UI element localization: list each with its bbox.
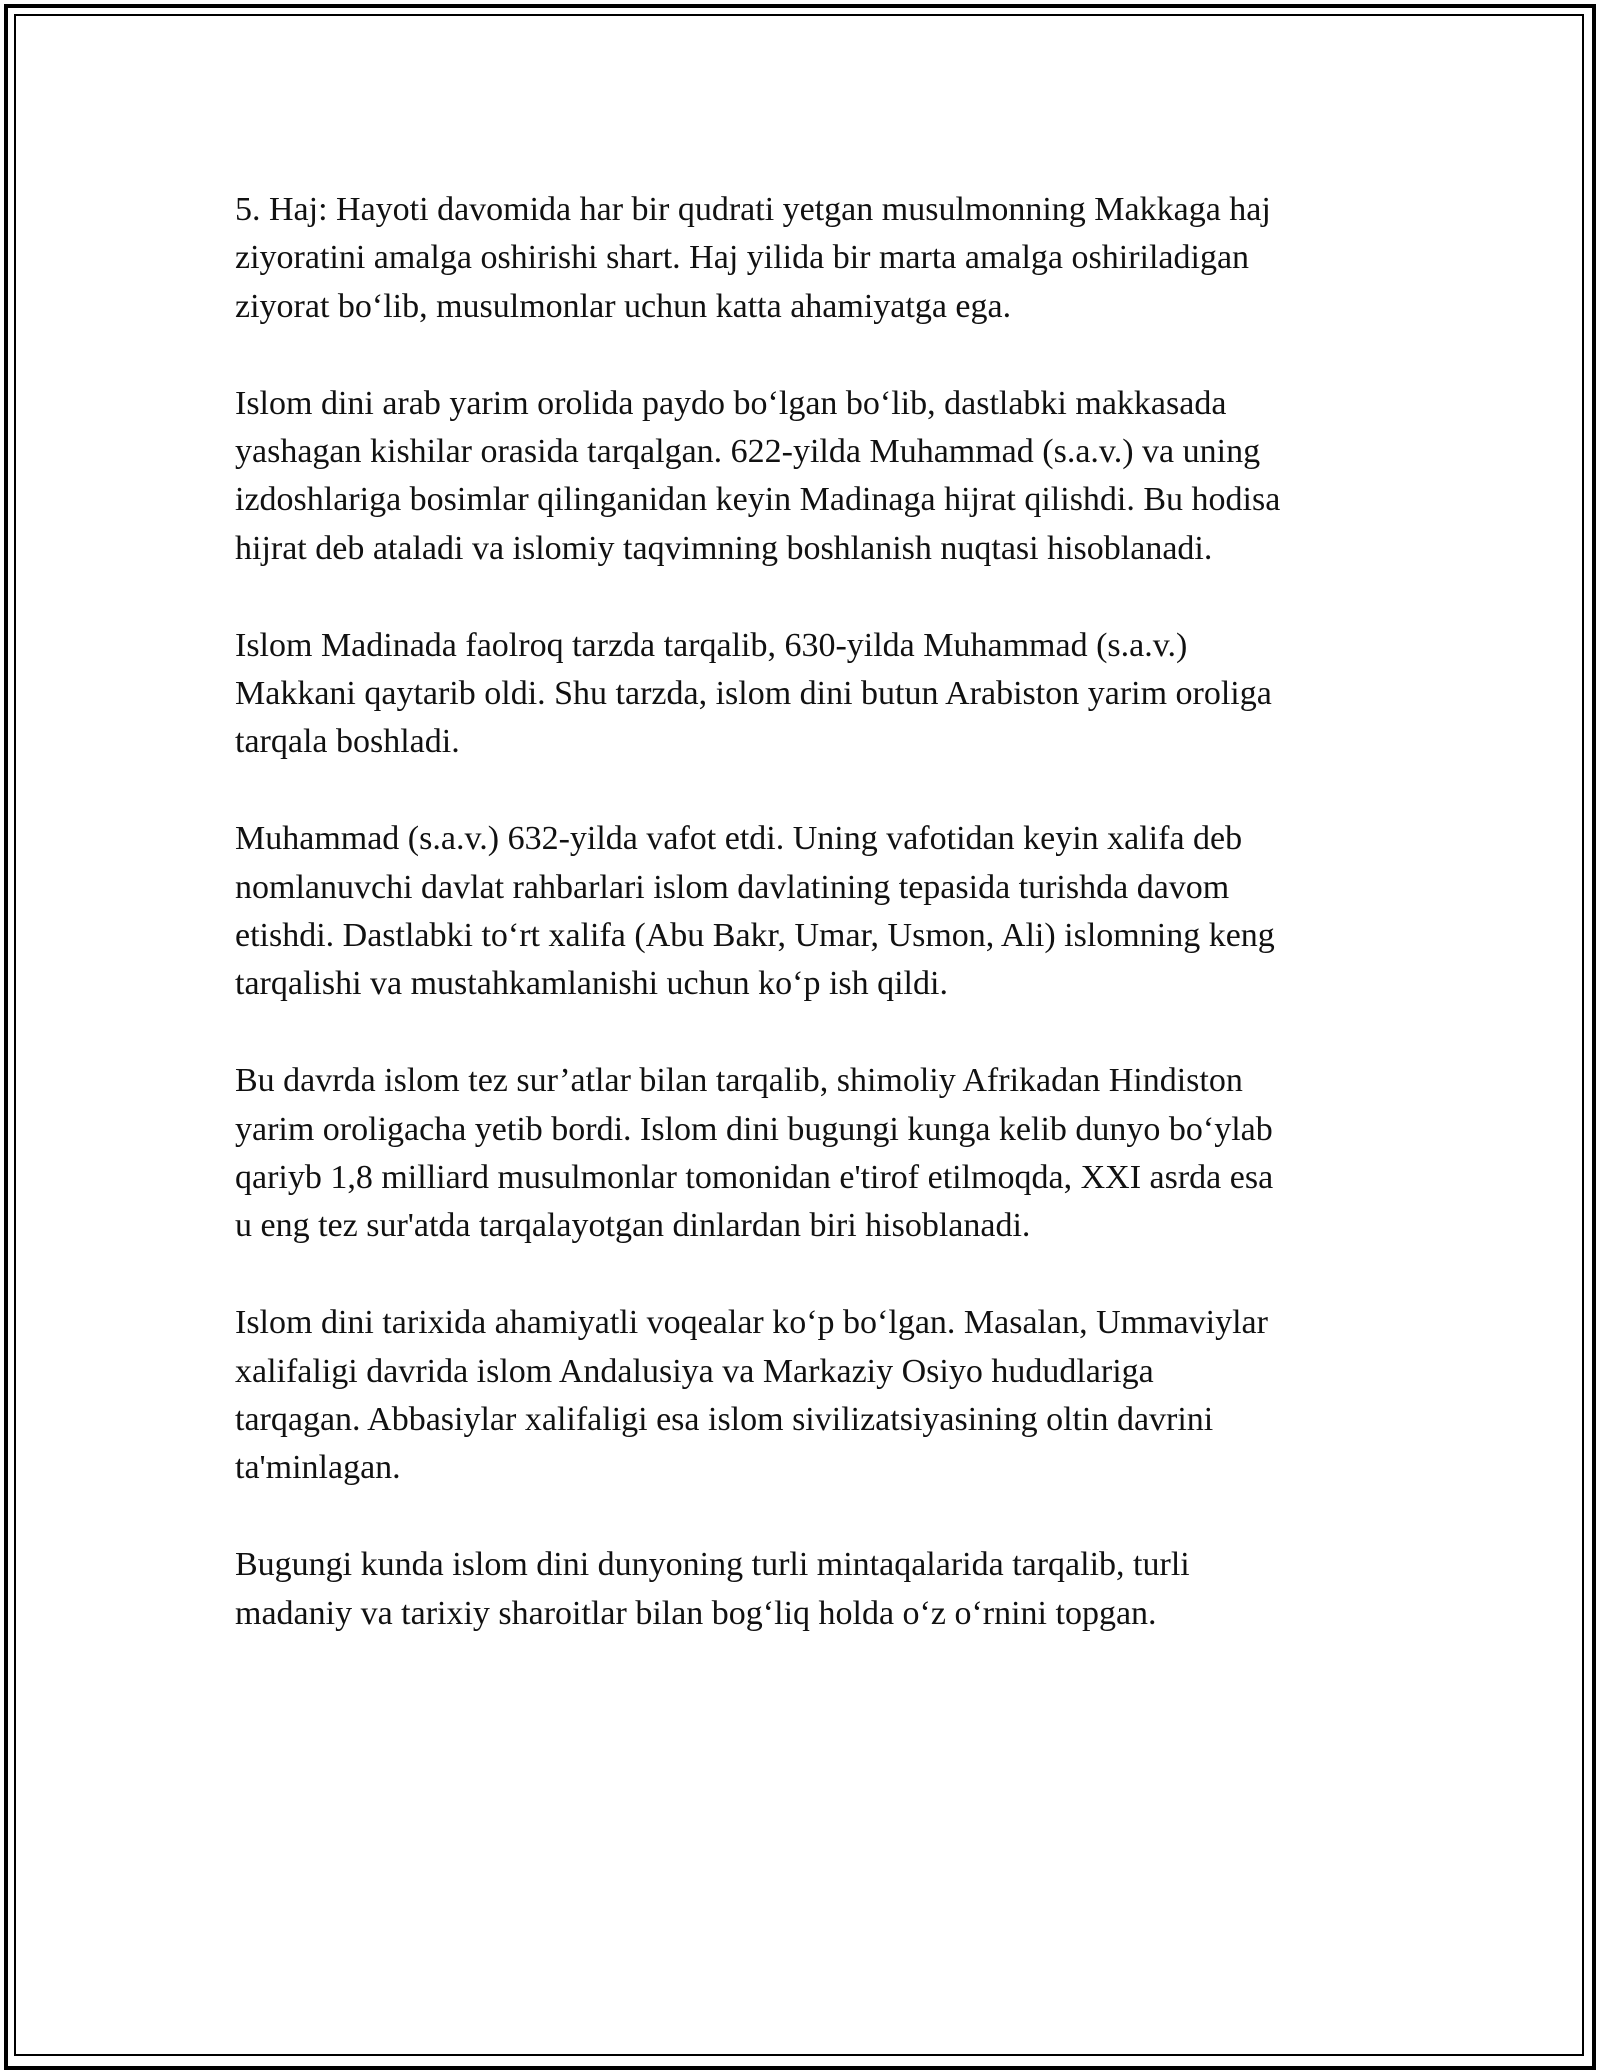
text-line: Muhammad (s.a.v.) 632-yilda vafot etdi. Uning vafotidan keyin xalifa deb: [235, 820, 1243, 858]
text-line: nomlanuvchi davlat rahbarlari islom davlatining tepasida turishda davom: [235, 868, 1230, 906]
text-line: u eng tez sur'atda tarqalayotgan dinlardan biri hisoblanadi.: [235, 1207, 1031, 1245]
text-line: 5. Haj: Hayoti davomida har bir qudrati yetgan musulmonning Makkaga haj: [235, 191, 1271, 228]
text-line: madaniy va tarixiy sharoitlar bilan bog‘liq holda o‘z o‘rnini topgan.: [235, 1594, 1157, 1632]
text-line: ta'minlagan.: [235, 1449, 401, 1487]
text-line: hijrat deb ataladi va islomiy taqvimning boshlanish nuqtasi hisoblanadi.: [235, 529, 1213, 567]
paragraph-origin: [235, 380, 1385, 574]
text-line: ziyoratini amalga oshirishi shart. Haj yilida bir marta amalga oshiriladigan: [235, 239, 1250, 277]
paragraph-history: [235, 1299, 1385, 1493]
paragraph-today: [235, 1541, 1385, 1638]
text-line: etishdi. Dastlabki to‘rt xalifa (Abu Bakr, Umar, Usmon, Ali) islomning keng: [235, 917, 1275, 955]
paragraph-hajj: [235, 186, 1385, 331]
document-body: [235, 186, 1385, 1686]
paragraph-spread: [235, 1057, 1385, 1251]
paragraph-medina: [235, 622, 1385, 767]
text-line: Islom dini arab yarim orolida paydo bo‘lgan bo‘lib, dastlabki makkasada: [235, 384, 1227, 422]
paragraph-caliphs: [235, 815, 1385, 1009]
text-line: izdoshlariga bosimlar qilinganidan keyin Madinaga hijrat qilishdi. Bu hodisa: [235, 481, 1281, 519]
text-line: Islom Madinada faolroq tarzda tarqalib, 630-yilda Muhammad (s.a.v.): [235, 626, 1188, 664]
text-line: Islom dini tarixida ahamiyatli voqealar ko‘p bo‘lgan. Masalan, Ummaviylar: [235, 1304, 1268, 1342]
text-line: Bu davrda islom tez sur’atlar bilan tarqalib, shimoliy Afrikadan Hindiston: [235, 1062, 1243, 1100]
text-line: ziyorat bo‘lib, musulmonlar uchun katta ahamiyatga ega.: [235, 287, 1012, 325]
text-line: Makkani qaytarib oldi. Shu tarzda, islom dini butun Arabiston yarim oroliga: [235, 675, 1272, 713]
text-line: yarim oroligacha yetib bordi. Islom dini bugungi kunga kelib dunyo bo‘ylab: [235, 1110, 1273, 1148]
text-line: tarqalishi va mustahkamlanishi uchun ko‘p ish qildi.: [235, 965, 948, 1003]
text-line: Bugungi kunda islom dini dunyoning turli mintaqalarida tarqalib, turli: [235, 1546, 1190, 1584]
text-line: xalifaligi davrida islom Andalusiya va Markaziy Osiyo hududlariga: [235, 1352, 1154, 1390]
text-line: yashagan kishilar orasida tarqalgan. 622-yilda Muhammad (s.a.v.) va uning: [235, 433, 1261, 471]
text-line: qariyb 1,8 milliard musulmonlar tomonidan e'tirof etilmoqda, XXI asrda esa: [235, 1159, 1274, 1197]
text-line: tarqagan. Abbasiylar xalifaligi esa islom sivilizatsiyasining oltin davrini: [235, 1401, 1214, 1439]
text-line: tarqala boshladi.: [235, 723, 460, 761]
